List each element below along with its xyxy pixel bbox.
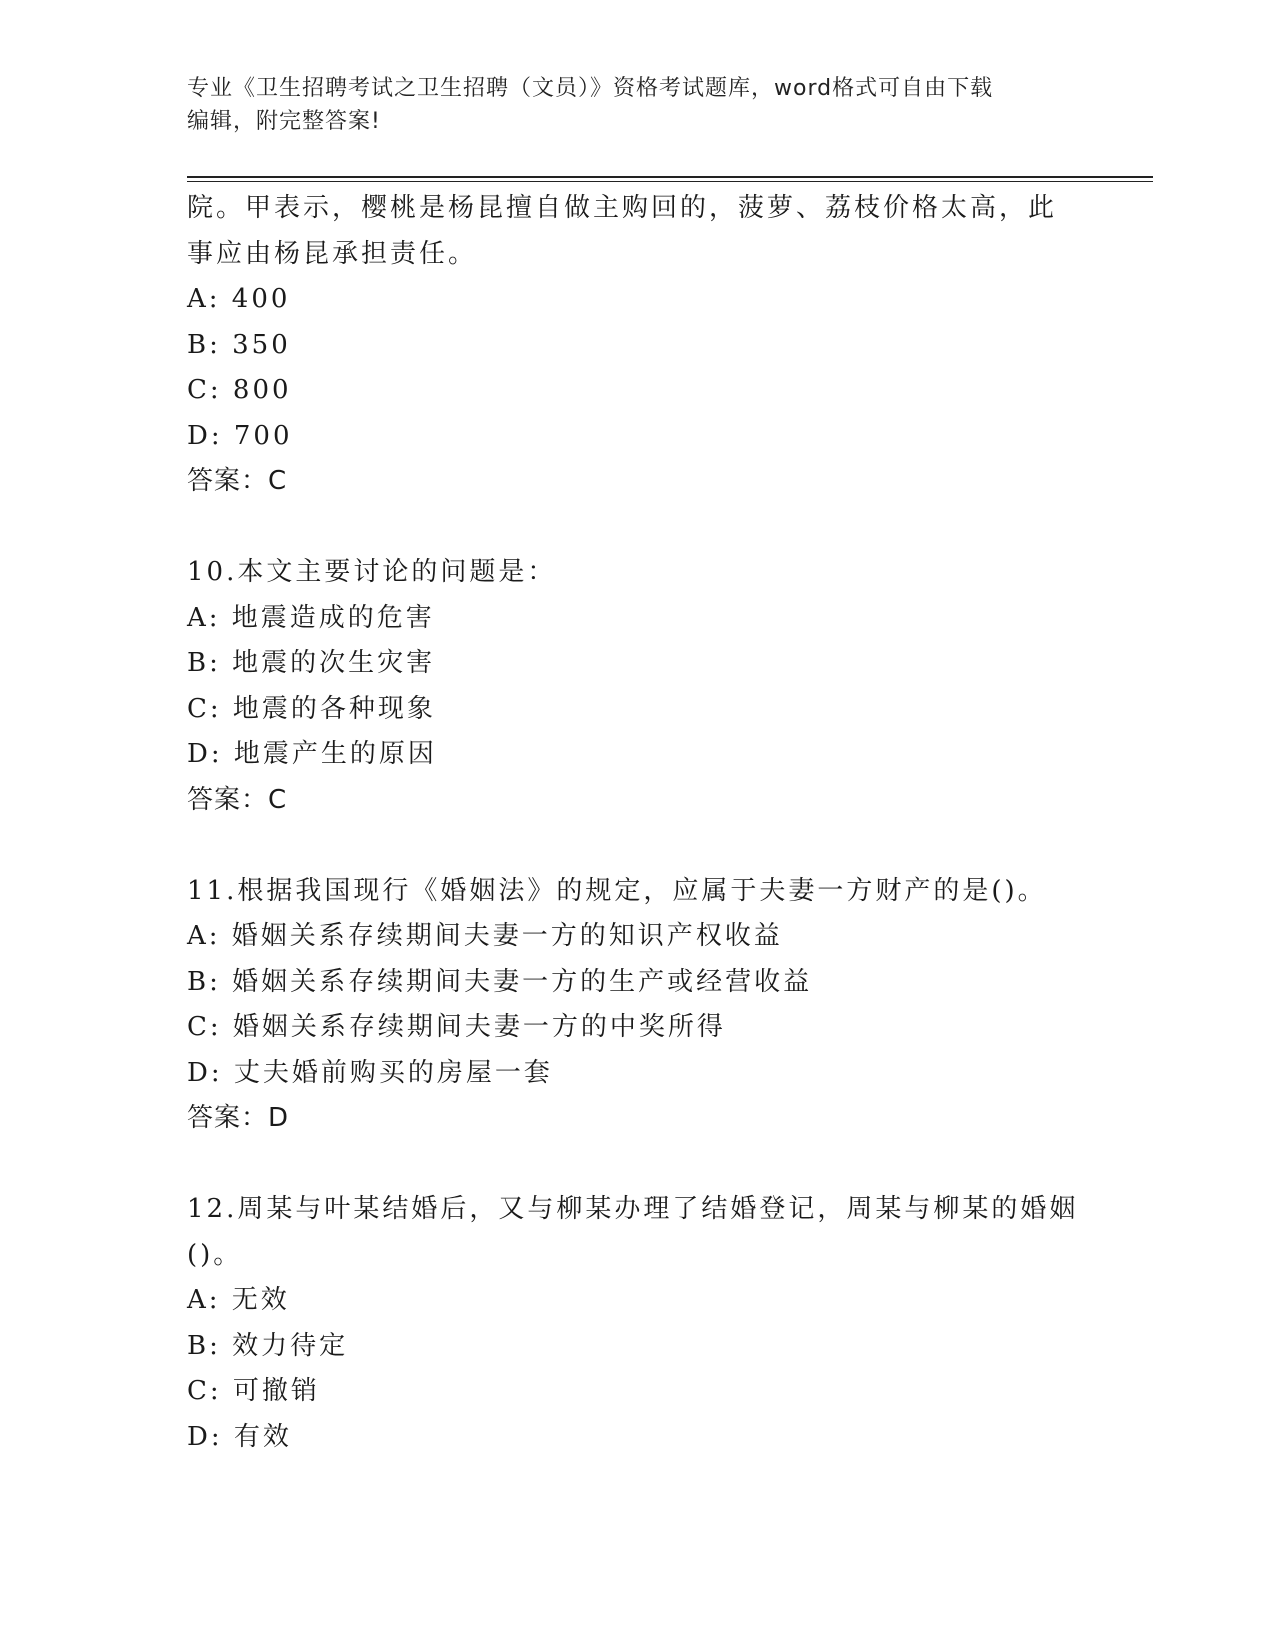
question-list	[187, 186, 1087, 1460]
question-10	[187, 550, 1087, 823]
option-b: B: 婚姻关系存续期间夫妻一方的生产或经营收益	[187, 966, 813, 997]
option-c: C: 可撤销	[187, 1376, 320, 1406]
option-c: C: 800	[187, 375, 292, 405]
header-rule-thin	[187, 181, 1153, 182]
spacer	[187, 823, 1087, 869]
question-9	[187, 186, 1087, 505]
option-c: C: 地震的各种现象	[187, 693, 436, 724]
answer-text: 答案：D	[187, 1103, 290, 1133]
option-d: D: 地震产生的原因	[187, 739, 437, 769]
option-d: D: 700	[187, 420, 293, 451]
option-b: B: 地震的次生灾害	[187, 648, 436, 678]
spacer	[187, 1142, 1087, 1188]
option-a: A: 无效	[187, 1285, 290, 1315]
question-stem-line: 10.本文主要讨论的问题是：	[187, 557, 557, 587]
question-12	[187, 1187, 1087, 1460]
answer-text: 答案：C	[187, 466, 288, 496]
question-stem-line: 院。甲表示，樱桃是杨昆擅自做主购回的，菠萝、荔枝价格太高，此	[187, 193, 1058, 223]
spacer	[187, 505, 1087, 551]
question-stem-line: ()。	[187, 1239, 243, 1270]
question-stem-line: 12.周某与叶某结婚后，又与柳某办理了结婚登记，周某与柳某的婚姻	[187, 1194, 1079, 1224]
question-stem-line: 11.根据我国现行《婚姻法》的规定，应属于夫妻一方财产的是()。	[187, 875, 1047, 906]
option-a: A: 400	[187, 284, 291, 314]
document-header	[187, 72, 1087, 138]
question-stem-line: 事应由杨昆承担责任。	[187, 238, 478, 269]
answer-text: 答案：C	[187, 784, 288, 815]
option-c: C: 婚姻关系存续期间夫妻一方的中奖所得	[187, 1012, 726, 1042]
option-d: D: 有效	[187, 1421, 292, 1452]
option-a: A: 婚姻关系存续期间夫妻一方的知识产权收益	[187, 921, 783, 951]
option-d: D: 丈夫婚前购买的房屋一套	[187, 1057, 553, 1088]
header-line-2: 编辑，附完整答案!	[187, 109, 381, 134]
option-b: B: 350	[187, 329, 291, 360]
question-11	[187, 869, 1087, 1142]
header-rule-thick	[187, 176, 1153, 178]
header-line-1: 专业《卫生招聘考试之卫生招聘（文员）》资格考试题库，word格式可自由下载	[187, 76, 994, 101]
option-b: B: 效力待定	[187, 1330, 349, 1361]
option-a: A: 地震造成的危害	[187, 602, 435, 633]
